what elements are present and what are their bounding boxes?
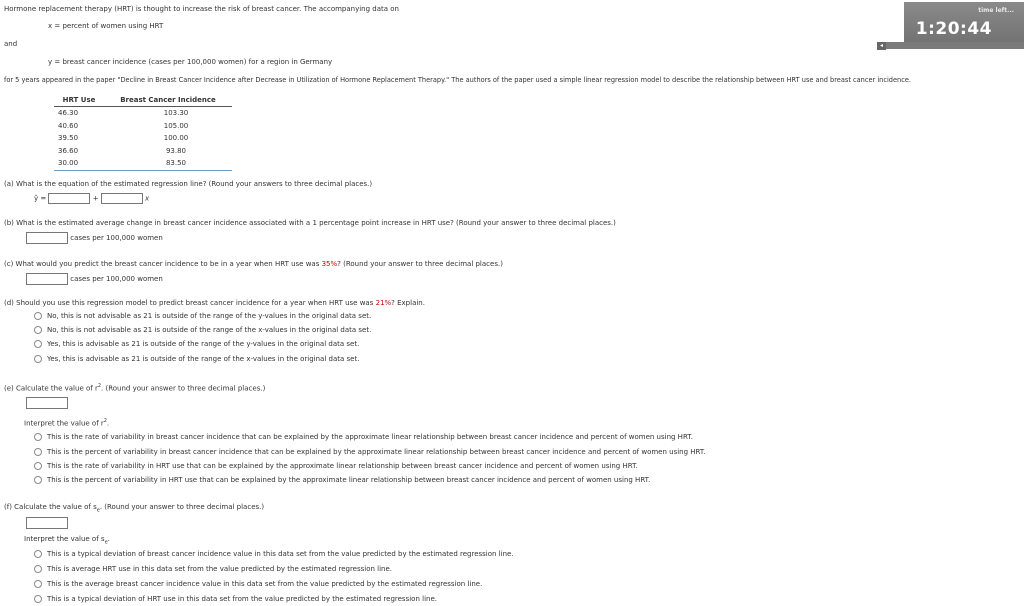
cell-incidence: 100.00 [163,134,189,143]
cell-incidence: 103.30 [163,109,189,118]
cell-hrt: 30.00 [54,157,104,170]
option-label: This is the percent of variability in breast cancer incidence that can be explained by the approximate linear relationship between breast cancer incidence and percent of women using HRT. [47,448,706,456]
x-variable: x [145,194,150,203]
intro-line-2: for 5 years appeared in the paper "Decline in Breast Cancer Incidence after Decrease in Utilization of Hormone Replacement Therapy." The authors of the paper used a simple linear regression model to describe the relationship between HRT use and breast cancer incidence. [4,76,912,84]
question-d-tail: ? Explain. [391,299,425,307]
option-label: No, this is not advisable as 21 is outside of the range of the y-values in the original data set. [47,312,372,320]
answer-c-input[interactable] [26,273,68,285]
radio-button[interactable] [34,448,42,456]
radio-button[interactable] [34,340,42,348]
y-definition: y = breast cancer incidence (cases per 100,000 women) for a region in Germany [48,58,333,66]
radio-button[interactable] [34,433,42,441]
data-table [54,95,232,171]
radio-option-f3[interactable] [34,580,482,588]
question-e-tail: . (Round your answer to three decimal places.) [101,384,266,393]
radio-button[interactable] [34,595,42,603]
answer-f-input[interactable] [26,517,68,529]
radio-option-d2[interactable] [34,326,371,334]
slope-input[interactable] [101,193,143,204]
question-e-text: (e) Calculate the value of r [4,384,98,393]
col-header-incidence: Breast Cancer Incidence [104,95,232,107]
option-label: This is a typical deviation of HRT use in this data set from the value predicted by the estimated regression line. [47,595,437,603]
timer-value: 1:20:44 [915,19,992,39]
yhat-label: ŷ = [34,194,47,203]
option-label: Yes, this is advisable as 21 is outside of the range of the x-values in the original data set. [47,355,360,363]
timer-label: time left... [978,7,1014,14]
question-b: (b) What is the estimated average change in breast cancer incidence associated with a 1 percentage point increase in HRT use? (Round your answer to three decimal places.) [4,219,616,227]
option-label: Yes, this is advisable as 21 is outside of the range of the y-values in the original data set. [47,340,360,348]
question-d-value: 21% [375,299,392,307]
table-row [54,145,232,158]
radio-option-e4[interactable] [34,476,650,484]
radio-option-e1[interactable] [34,433,693,441]
table-row [54,132,232,145]
radio-option-f2[interactable] [34,565,392,573]
col-header-hrt: HRT Use [54,95,104,107]
regression-equation [34,193,149,204]
question-d [4,299,425,307]
question-f [4,503,264,513]
interpret-f-text: Interpret the value of s [24,535,105,543]
interpret-f-tail: . [107,535,110,543]
question-a: (a) What is the equation of the estimated regression line? (Round your answers to three decimal places.) [4,180,373,188]
cell-incidence: 105.00 [163,121,189,130]
cell-incidence: 93.80 [165,146,187,155]
question-c [4,260,503,268]
option-label: This is a typical deviation of breast cancer incidence value in this data set from the value predicted by the estimated regression line. [47,550,514,558]
answer-b-unit: cases per 100,000 women [70,234,163,242]
intro-and: and [4,40,18,48]
intro-line-1: Hormone replacement therapy (HRT) is thought to increase the risk of breast cancer. The accompanying data on [4,5,399,13]
radio-button[interactable] [34,462,42,470]
radio-button[interactable] [34,476,42,484]
table-row [54,157,232,170]
question-f-sub: e [96,507,100,514]
option-label: This is the rate of variability in HRT use that can be explained by the approximate linear relationship between breast cancer incidence and percent of women using HRT. [47,462,638,470]
question-f-tail: . (Round your answer to three decimal places.) [99,503,265,511]
answer-c-unit: cases per 100,000 women [70,275,163,283]
interpret-f-sub: e [104,539,108,546]
question-e [4,383,265,392]
table-row [54,120,232,133]
table-row [54,107,232,120]
plus-sign: + [92,194,99,203]
option-label: This is the average breast cancer incidence value in this data set from the value predicted by the estimated regression line. [47,580,483,588]
question-d-text: (d) Should you use this regression model to predict breast cancer incidence for a year when HRT use was [4,299,376,307]
timer-rail [886,42,1024,49]
interpret-e-text: Interpret the value of r [24,419,104,428]
interpret-e-sup: 2 [103,418,107,424]
radio-button[interactable] [34,580,42,588]
radio-button[interactable] [34,355,42,363]
radio-button[interactable] [34,550,42,558]
radio-button[interactable] [34,565,42,573]
question-c-value: 35% [321,260,338,268]
option-label: This is the rate of variability in breast cancer incidence that can be explained by the approximate linear relationship between breast cancer incidence and percent of women using HRT. [47,433,693,441]
radio-button[interactable] [34,326,42,334]
answer-b-input[interactable] [26,232,68,244]
cell-incidence: 83.50 [104,157,232,170]
radio-option-d3[interactable] [34,340,359,348]
option-label: This is average HRT use in this data set from the value predicted by the estimated regression line. [47,565,393,573]
cell-hrt: 40.60 [58,121,79,130]
option-label: This is the percent of variability in HRT use that can be explained by the approximate linear relationship between breast cancer incidence and percent of women using HRT. [47,476,651,484]
radio-button[interactable] [34,312,42,320]
answer-e-row [26,397,68,409]
cell-hrt: 39.50 [58,134,79,143]
x-definition: x = percent of women using HRT [48,22,164,30]
cell-hrt: 46.30 [58,109,79,118]
answer-c-row [26,273,163,285]
arrow-left-icon[interactable]: ◂ [877,42,886,50]
interpret-e-tail: . [106,419,110,428]
answer-b-row [26,232,163,244]
interpret-e-label [24,418,109,427]
radio-option-d4[interactable] [34,355,359,363]
answer-e-input[interactable] [26,397,68,409]
cell-hrt: 36.60 [58,146,79,155]
question-f-text: (f) Calculate the value of s [4,503,97,511]
question-c-text: (c) What would you predict the breast cancer incidence to be in a year when HRT use was [4,260,322,268]
question-e-sup: 2 [97,383,102,389]
radio-option-e2[interactable] [34,448,706,456]
radio-option-f4[interactable] [34,595,437,603]
radio-option-e3[interactable] [34,462,638,470]
interpret-f-label [24,535,110,545]
question-c-tail: ? (Round your answer to three decimal places.) [337,260,503,268]
radio-option-f1[interactable] [34,550,514,558]
radio-option-d1[interactable] [34,312,371,320]
answer-f-row [26,517,68,529]
intercept-input[interactable] [48,193,90,204]
option-label: No, this is not advisable as 21 is outside of the range of the x-values in the original data set. [47,326,372,334]
